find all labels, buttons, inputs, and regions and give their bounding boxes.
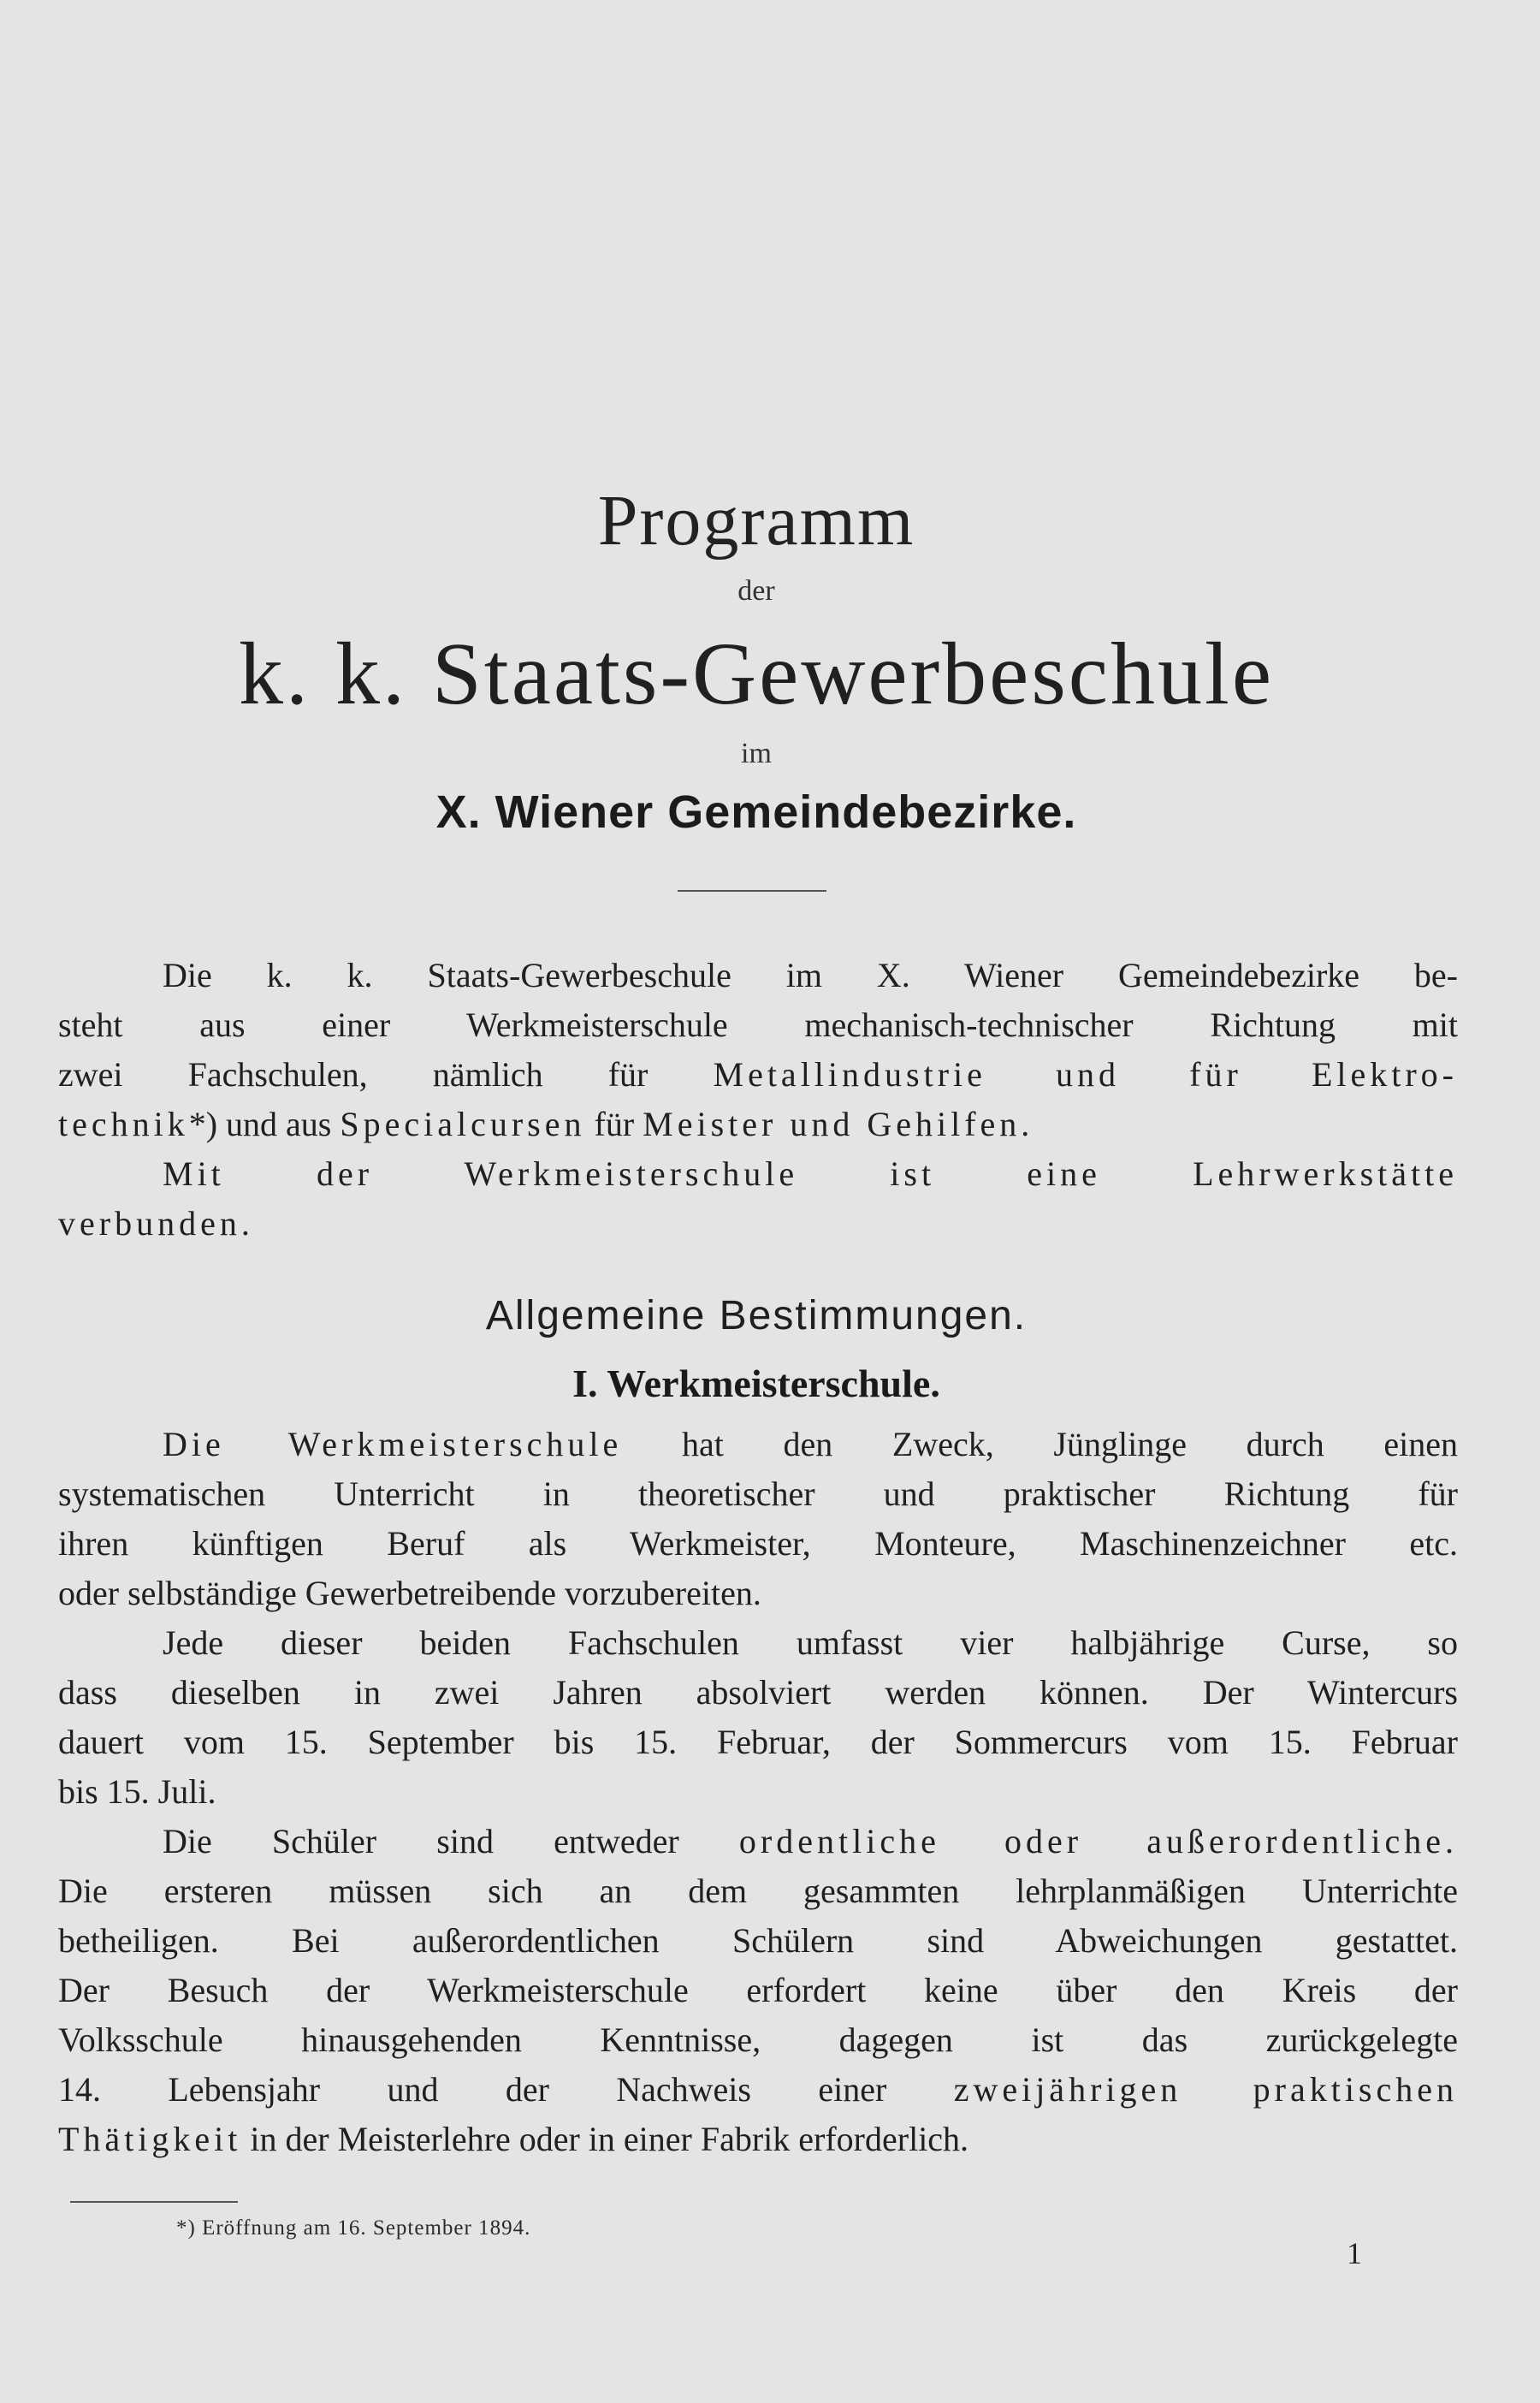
body-p3-line-7: Thätigkeit in der Meisterlehre oder in einer Fabrik erforderlich. xyxy=(58,2120,969,2158)
body-p3-line-3: betheiligen. Bei außerordentlichen Schülern sind Abweichungen gestattet. xyxy=(58,1921,1458,1960)
page-number: 1 xyxy=(1347,2236,1362,2270)
body-p3-line-2: Die ersteren müssen sich an dem gesammten lehrplanmäßigen Unterrichte xyxy=(58,1872,1458,1910)
body-p2-line-3: dauert vom 15. September bis 15. Februar, der Sommercurs vom 15. Februar xyxy=(58,1723,1458,1761)
body-p3-line-1: Die Schüler sind entweder ordentliche oder außerordentliche. xyxy=(163,1822,1459,1860)
section-subheading: I. Werkmeisterschule. xyxy=(572,1362,940,1405)
intro-p1-line-1: Die k. k. Staats-Gewerbeschule im X. Wiener Gemeindebezirke be- xyxy=(163,956,1458,994)
intro-p2-line-2: verbunden. xyxy=(58,1204,254,1243)
intro-p1-line-4: technik*) und aus Specialcursen für Meister und Gehilfen. xyxy=(58,1105,1034,1143)
body-p1-line-2: systematischen Unterricht in theoretischer und praktischer Richtung für xyxy=(58,1474,1458,1513)
body-p2-line-4: bis 15. Juli. xyxy=(58,1772,216,1811)
school-name: k. k. Staats-Gewerbeschule xyxy=(238,625,1275,723)
body-p3-line-5: Volksschule hinausgehenden Kenntnisse, dagegen ist das zurückgelegte xyxy=(58,2020,1458,2059)
title-divider xyxy=(678,890,826,892)
spaced-metallindustrie: Metallindustrie und für Elektro- xyxy=(713,1055,1459,1094)
body-p3-line-4: Der Besuch der Werkmeisterschule erfordert keine über den Kreis der xyxy=(58,1971,1458,2009)
section-heading: Allgemeine Bestimmungen. xyxy=(485,1293,1028,1338)
title-connector-der: der xyxy=(737,575,775,607)
footnote-divider xyxy=(70,2201,238,2203)
title-connector-im: im xyxy=(741,738,772,769)
body-p3-line-6: 14. Lebensjahr und der Nachweis einer zweijährigen praktischen xyxy=(58,2070,1458,2109)
district-name: X. Wiener Gemeindebezirke. xyxy=(435,786,1077,838)
body-p1-line-4: oder selbständige Gewerbetreibende vorzubereiten. xyxy=(58,1574,761,1612)
body-p1-line-3: ihren künftigen Beruf als Werkmeister, Monteure, Maschinenzeichner etc. xyxy=(58,1524,1458,1563)
intro-p1-line-2: steht aus einer Werkmeisterschule mechanisch-technischer Richtung mit xyxy=(58,1006,1458,1044)
intro-p1-line-3: zwei Fachschulen, nämlich für Metallindustrie und für Elektro- xyxy=(58,1055,1459,1094)
body-p2-line-2: dass dieselben in zwei Jahren absolviert werden können. Der Wintercurs xyxy=(58,1673,1458,1712)
document-title: Programm xyxy=(597,481,915,561)
footnote: *) Eröffnung am 16. September 1894. xyxy=(176,2216,531,2240)
intro-p2-line-1: Mit der Werkmeisterschule ist eine Lehrwerkstätte xyxy=(163,1154,1458,1193)
body-p2-line-1: Jede dieser beiden Fachschulen umfasst vier halbjährige Curse, so xyxy=(163,1623,1458,1662)
body-p1-line-1: Die Werkmeisterschule hat den Zweck, Jünglinge durch einen xyxy=(163,1425,1459,1463)
